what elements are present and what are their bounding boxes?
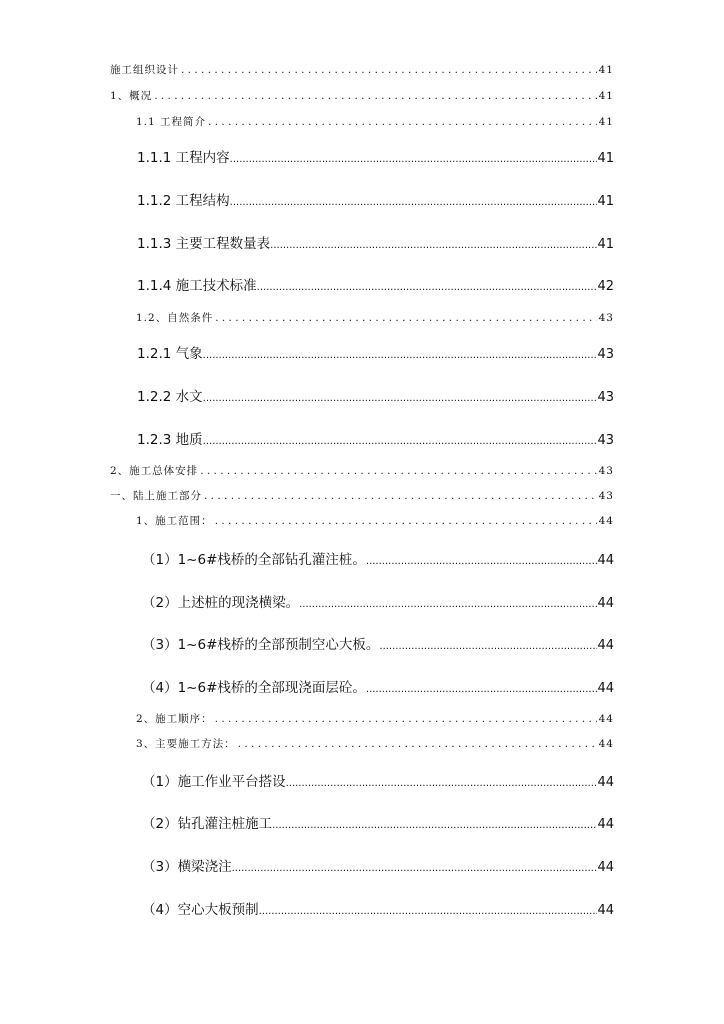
toc-page-number: 41 <box>597 194 614 209</box>
toc-entry-label: 1.2、自然条件 <box>136 312 214 324</box>
toc-leader-dots <box>204 490 597 502</box>
toc-entry-label: 1.1.3 主要工程数量表 <box>137 236 271 252</box>
toc-leader-dots <box>215 312 596 324</box>
toc-entry-label: 1.2.2 水文 <box>137 389 203 405</box>
toc-page-number: 44 <box>597 775 614 790</box>
toc-page-number: 43 <box>597 390 614 405</box>
toc-entry[interactable] <box>142 812 614 832</box>
toc-leader-dots <box>238 738 597 750</box>
toc-page-number: 44 <box>598 738 614 750</box>
toc-entry-label: （4）1~6#栈桥的全部现浇面层砼。 <box>142 680 366 696</box>
toc-page-number: 44 <box>597 817 614 832</box>
toc-entry-label: （1）施工作业平台搭设 <box>142 774 286 790</box>
toc-entry-label: （4）空心大板预制 <box>142 902 259 918</box>
toc-entry-label: 1.2.1 气象 <box>137 346 203 362</box>
toc-page-number: 44 <box>597 638 614 653</box>
toc-leader-dots <box>203 346 598 362</box>
toc-entry-label: 1.1.4 施工技术标准 <box>137 278 257 294</box>
toc-entry[interactable] <box>142 855 614 875</box>
toc-leader-dots <box>270 236 597 252</box>
toc-leader-dots <box>181 64 597 76</box>
toc-leader-dots <box>230 193 598 209</box>
toc-leader-dots <box>203 432 598 448</box>
toc-entry-label: 施工组织设计 <box>110 64 179 76</box>
toc-entry-label: 1.1.2 工程结构 <box>137 193 230 209</box>
toc-entry[interactable] <box>110 88 614 103</box>
toc-entry[interactable] <box>137 385 614 405</box>
toc-page-number: 44 <box>597 553 614 568</box>
toc-entry[interactable] <box>137 428 614 448</box>
toc-entry-label: （1）1~6#栈桥的全部钻孔灌注桩。 <box>142 552 366 568</box>
toc-entry-label: （2）上述桩的现浇横梁。 <box>142 595 300 611</box>
toc-entry[interactable] <box>136 310 614 325</box>
toc-page-number: 41 <box>597 151 614 166</box>
toc-leader-dots <box>215 713 597 725</box>
toc-leader-dots <box>257 278 598 294</box>
toc-page-number: 43 <box>598 465 614 477</box>
toc-entry-label: （3）1~6#栈桥的全部预制空心大板。 <box>142 637 380 653</box>
toc-page-number: 42 <box>597 279 614 294</box>
toc-entry-label: 1.1 工程简介 <box>136 116 207 128</box>
toc-page-number: 43 <box>598 312 614 324</box>
toc-leader-dots <box>259 902 598 918</box>
toc-page-number: 43 <box>597 347 614 362</box>
toc-entry-label: 1.2.3 地质 <box>137 432 203 448</box>
toc-entry-label: 2、施工总体安排 <box>110 465 199 477</box>
toc-entry[interactable] <box>137 189 614 209</box>
toc-leader-dots <box>299 595 597 611</box>
toc-page-number: 41 <box>597 237 614 252</box>
toc-entry[interactable] <box>142 898 614 918</box>
toc-entry[interactable] <box>110 463 614 478</box>
toc-entry[interactable] <box>137 274 614 294</box>
toc-page-number: 44 <box>597 596 614 611</box>
toc-page-number: 41 <box>598 64 614 76</box>
toc-page-number: 44 <box>597 860 614 875</box>
toc-page-number: 44 <box>597 903 614 918</box>
toc-leader-dots <box>203 389 598 405</box>
toc-page-number: 44 <box>598 515 614 527</box>
toc-page-number: 44 <box>597 681 614 696</box>
toc-leader-dots <box>379 637 597 653</box>
toc-entry[interactable] <box>137 342 614 362</box>
toc-entry[interactable] <box>136 114 614 129</box>
toc-entry[interactable] <box>142 633 614 653</box>
toc-entry-label: 3、主要施工方法： <box>136 738 236 750</box>
toc-leader-dots <box>230 150 598 166</box>
toc-entry[interactable] <box>142 591 614 611</box>
toc-entry-label: 一、陆上施工部分 <box>110 490 202 502</box>
toc-leader-dots <box>272 816 597 832</box>
toc-entry[interactable] <box>137 146 614 166</box>
toc-entry-label: （2）钻孔灌注桩施工 <box>142 816 273 832</box>
toc-leader-dots <box>208 116 597 128</box>
toc-leader-dots <box>286 774 598 790</box>
toc-entry[interactable] <box>136 513 614 528</box>
toc-leader-dots <box>366 552 598 568</box>
toc-entry[interactable] <box>136 736 614 751</box>
toc-entry-label: （3）横梁浇注 <box>142 859 232 875</box>
toc-entry[interactable] <box>110 488 614 503</box>
toc-leader-dots <box>232 859 598 875</box>
toc-entry[interactable] <box>142 548 614 568</box>
toc-page-number: 41 <box>598 90 614 102</box>
toc-leader-dots <box>200 465 596 477</box>
toc-entry-label: 1.1.1 工程内容 <box>137 150 230 166</box>
toc-page-number: 44 <box>598 713 614 725</box>
toc-entry[interactable] <box>142 770 614 790</box>
toc-entry[interactable] <box>137 232 614 252</box>
toc-entry[interactable] <box>136 711 614 726</box>
toc-entry-label: 1、施工范围： <box>136 515 213 527</box>
toc-entry[interactable] <box>110 62 614 77</box>
toc-page-number: 41 <box>598 116 614 128</box>
toc-leader-dots <box>215 515 597 527</box>
toc-entry-label: 2、施工顺序： <box>136 713 213 725</box>
toc-entry[interactable] <box>142 676 614 696</box>
toc-page-number: 43 <box>597 433 614 448</box>
toc-entry-label: 1、概况 <box>110 90 153 102</box>
toc-leader-dots <box>154 90 596 102</box>
toc-page-number: 43 <box>598 490 614 502</box>
toc-leader-dots <box>366 680 598 696</box>
